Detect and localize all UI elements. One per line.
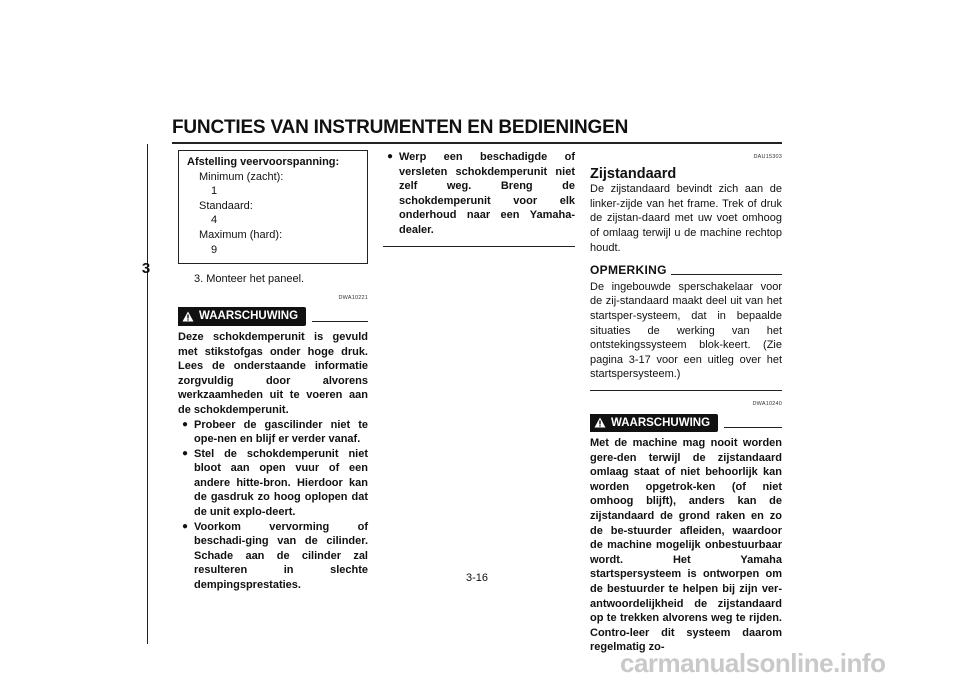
bullet-icon: ● [182, 520, 189, 532]
std-label: Standaard: [199, 199, 253, 212]
min-value: 1 [211, 185, 218, 198]
warning-bullets-cont [383, 150, 575, 238]
column-left [178, 150, 368, 593]
warning-label: WAARSCHUWING [611, 416, 711, 429]
spring-preload-heading: Afstelling veervoorspanning: [187, 156, 340, 168]
warning-intro: Deze schokdemperunit is gevuld met stikstofgas onder hoge druk. Lees de onderstaande informatie zorgvuldig door alvorens werkzaamheden uit te voeren aan de schokdemperunit. [178, 330, 368, 416]
chapter-number: 3 [141, 259, 151, 277]
bullet-icon: ● [387, 151, 394, 162]
title-rule [172, 142, 782, 144]
warning-triangle-icon [182, 311, 194, 322]
note-end-rule [590, 390, 782, 391]
warning-bullets [178, 418, 368, 593]
note-title: OPMERKING [590, 263, 667, 278]
page-title: FUNCTIES VAN INSTRUMENTEN EN BEDIENINGEN [172, 117, 629, 138]
min-label: Minimum (zacht): [199, 170, 284, 183]
max-label: Maximum (hard): [199, 228, 283, 241]
list-item: ● Werp een beschadigde of versleten schokdemperunit niet zelf weg. Breng de schokdemperunit voor elk onderhoud naar een Yamaha-dealer. [387, 151, 575, 236]
list-item: ● Stel de schokdemperunit niet bloot aan open vuur of een andere hitte-bron. Hierdoor kan de gasdruk zo hoog oplopen dat de unit explo-deert. [182, 447, 368, 519]
warning-header [590, 414, 782, 433]
std-value: 4 [211, 214, 218, 227]
warning-label-box [590, 414, 718, 433]
list-item: ● Voorkom vervorming of beschadi-ging van de cilinder. Schade aan de cilinder zal resulteren in slechte dempingsprestaties. [182, 520, 368, 592]
warning-code: DWA10240 [752, 400, 782, 407]
note-rule [671, 274, 782, 275]
max-value: 9 [211, 243, 218, 256]
warning-header [178, 307, 368, 326]
warning-triangle-icon [594, 417, 606, 428]
chapter-margin-line [147, 144, 148, 644]
step-3: 3. Monteer het paneel. [194, 273, 305, 286]
warning-label: WAARSCHUWING [199, 310, 299, 323]
column-right [590, 150, 782, 655]
warning-label-box [178, 307, 306, 326]
warning-rule [724, 417, 782, 428]
column-middle [383, 150, 575, 247]
section-heading: Zijstandaard [590, 165, 677, 182]
warning-code: DWA10221 [338, 294, 368, 301]
note-header [590, 263, 782, 278]
page-number: 3-16 [466, 572, 489, 584]
list-item: ● Probeer de gascilinder niet te ope-nen en blijf er verder vanaf. [182, 418, 368, 446]
section-code: DAU15303 [753, 154, 782, 160]
bullet-icon: ● [182, 418, 189, 430]
warning-text: Met de machine mag nooit worden gere-den terwijl de zijstandaard omlaag staat of niet behoorlijk kan worden opgetrok-ken (of niet omhoog blijft), anders kan de zijstandaard de grond raken en zo de be-stuurder afleiden, waardoor de machine mogelijk onbestuurbaar wordt. Het Yamaha startspersysteem is ontworpen om de bestuurder te helpen bij zijn ver-antwoordelijkheid de zijstandaard op te trekken alvorens weg te rijden. Contro-leer dit systeem daarom regelmatig zo- [590, 437, 782, 654]
note-text: De ingebouwde sperschakelaar voor de zij-standaard maakt deel uit van het startsper-systeem, dat in bepaalde situaties de werking van het ontstekingssysteem blok-keert. (Zie pagina 3-17 voor een uitleg over het startspersysteem.) [590, 280, 782, 381]
watermark: carmanualsonline.info [620, 648, 886, 678]
section-paragraph: De zijstandaard bevindt zich aan de linker-zijde van het frame. Trek of druk de zijstan-daard met uw voet omhoog of omlaag terwijl u de machine rechtop houdt. [590, 183, 782, 254]
bullet-icon: ● [182, 447, 189, 459]
warning-end-rule [383, 246, 575, 247]
spring-preload-box [178, 150, 368, 264]
warning-rule [312, 311, 368, 322]
